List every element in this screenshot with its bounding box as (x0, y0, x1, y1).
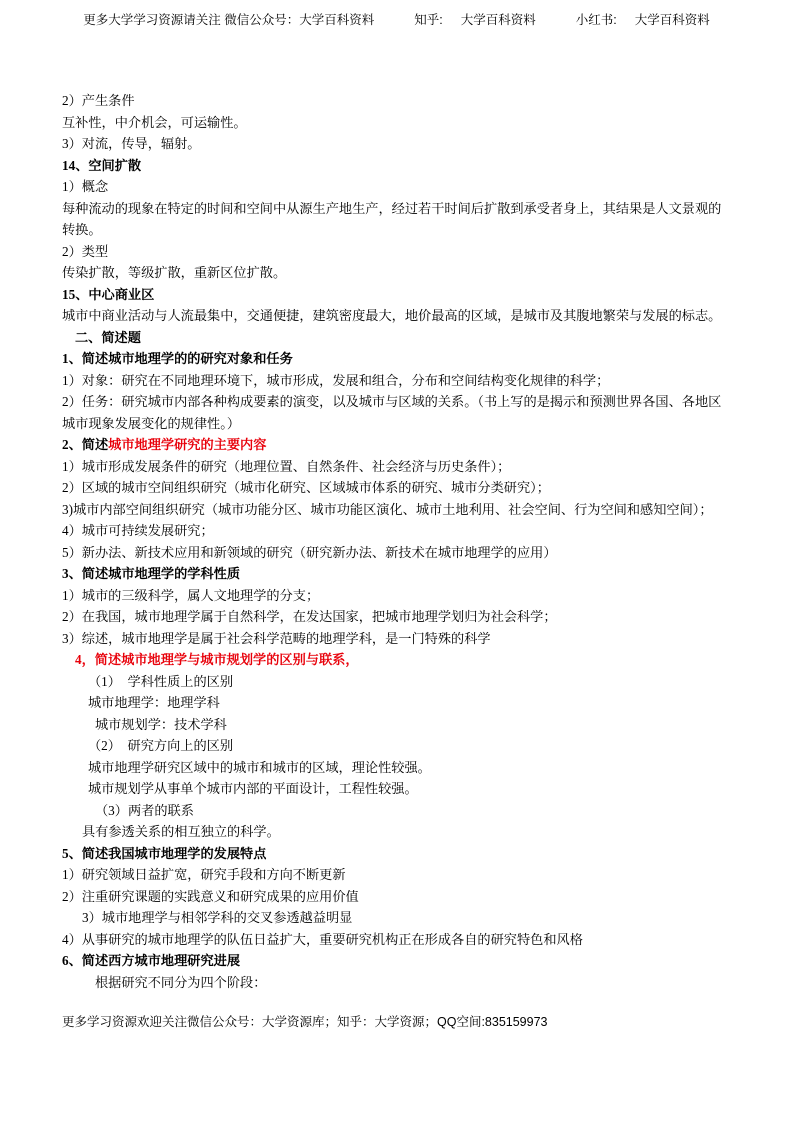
text-line: 2）在我国，城市地理学属于自然科学，在发达国家，把城市地理学划归为社会科学； (62, 609, 557, 624)
text-line: 根据研究不同分为四个阶段： (95, 974, 267, 990)
text-line: 互补性，中介机会，可运输性。 (62, 114, 247, 130)
text-line: 具有参透关系的相互独立的科学。 (82, 824, 280, 839)
text-line: 城市地理学研究区域中的城市和城市的区域，理论性较强。 (88, 759, 431, 775)
question-heading-2-highlight: 城市地理学研究的主要内容 (108, 437, 267, 452)
text-line: 2）注重研究课题的实践意义和研究成果的应用价值 (62, 888, 359, 904)
question-heading-3: 3、简述城市地理学的学科性质 (62, 566, 241, 581)
text-line: 5）新办法、新技术应用和新领域的研究（研究新办法、新技术在城市地理学的应用） (62, 544, 557, 560)
text-line: 4）城市可持续发展研究； (62, 523, 214, 538)
promo-header (0, 10, 793, 28)
text-line: 1）对象：研究在不同地理环境下，城市形成，发展和组合，分布和空间结构变化规律的科学； (62, 372, 610, 388)
text-line: 城市规划学：技术学科 (95, 716, 227, 732)
zhihu-account-name: 大学百科资料 (460, 13, 536, 27)
paragraph: 每种流动的现象在特定的时间和空间中从源生产地生产，经过若干时间后扩散到承受者身上，其结果是人文景观的转换。 (62, 200, 722, 237)
paragraph: 2）任务：研究城市内部各种构成要素的演变，以及城市与区域的关系。（书上写的是揭示和预测世界各国、各地区城市现象发展变化的规律性。） (62, 394, 722, 431)
heading-15: 15、中心商业区 (62, 286, 155, 302)
text-line: 传染扩散，等级扩散，重新区位扩散。 (62, 265, 287, 280)
question-heading-4: 4，简述城市地理学与城市规划学的区别与联系， (75, 652, 359, 667)
heading-14: 14、空间扩散 (62, 157, 142, 173)
text-line: （2） 研究方向上的区别 (88, 738, 234, 753)
question-heading-2 (62, 434, 734, 456)
text-line: （1） 学科性质上的区别 (88, 673, 234, 689)
text-line: （3）两者的联系 (95, 802, 194, 818)
question-heading-1: 1、简述城市地理学的的研究对象和任务 (62, 351, 293, 366)
xiaohongshu-label: 小红书: (575, 13, 617, 27)
zhihu-label: 知乎: (414, 13, 443, 27)
paragraph: 3)城市内部空间组织研究（城市功能分区、城市功能区演化、城市土地利用、社会空间、行为空间和感知空间）； (62, 501, 713, 517)
text-line: 3）城市地理学与相邻学科的交叉参透越益明显 (82, 910, 353, 925)
text-line: 4）从事研究的城市地理学的队伍日益扩大，重要研究机构正在形成各自的研究特色和风格 (62, 931, 583, 947)
promo-text: 更多大学学习资源请关注 微信公众号： (83, 13, 300, 27)
document-body (62, 90, 734, 993)
question-heading-5: 5、简述我国城市地理学的发展特点 (62, 845, 267, 861)
question-heading-2-prefix: 2、简述 (62, 437, 109, 452)
text-line: 1）研究领域日益扩宽，研究手段和方向不断更新 (62, 867, 346, 882)
xiaohongshu-account-name: 大学百科资料 (634, 13, 710, 27)
paragraph: 城市中商业活动与人流最集中，交通便捷，建筑密度最大，地价最高的区域，是城市及其腹地繁荣与发展的标志。 (62, 308, 722, 323)
text-line: 2）产生条件 (62, 93, 135, 108)
text-line: 1）城市的三级科学，属人文地理学的分支； (62, 587, 320, 603)
text-line: 2）类型 (62, 243, 109, 259)
section-heading-2: 二、简述题 (75, 329, 141, 345)
text-line: 1）城市形成发展条件的研究（地理位置、自然条件、社会经济与历史条件）； (62, 458, 511, 474)
question-heading-6: 6、简述西方城市地理研究进展 (62, 953, 241, 968)
text-line: 城市地理学：地理学科 (88, 695, 220, 710)
promo-account-name: 大学百科资料 (299, 13, 375, 27)
footer-promo: 更多学习资源欢迎关注微信公众号：大学资源库；知乎：大学资源；QQ空间:835159973 (62, 1015, 548, 1029)
text-line: 3）综述，城市地理学是属于社会科学范畴的地理学科，是一门特殊的科学 (62, 630, 491, 646)
text-line: 城市规划学从事单个城市内部的平面设计，工程性较强。 (88, 781, 418, 796)
text-line: 2）区域的城市空间组织研究（城市化研究、区域城市体系的研究、城市分类研究）； (62, 480, 550, 495)
text-line: 1）概念 (62, 179, 109, 194)
text-line: 3）对流，传导，辐射。 (62, 136, 201, 151)
